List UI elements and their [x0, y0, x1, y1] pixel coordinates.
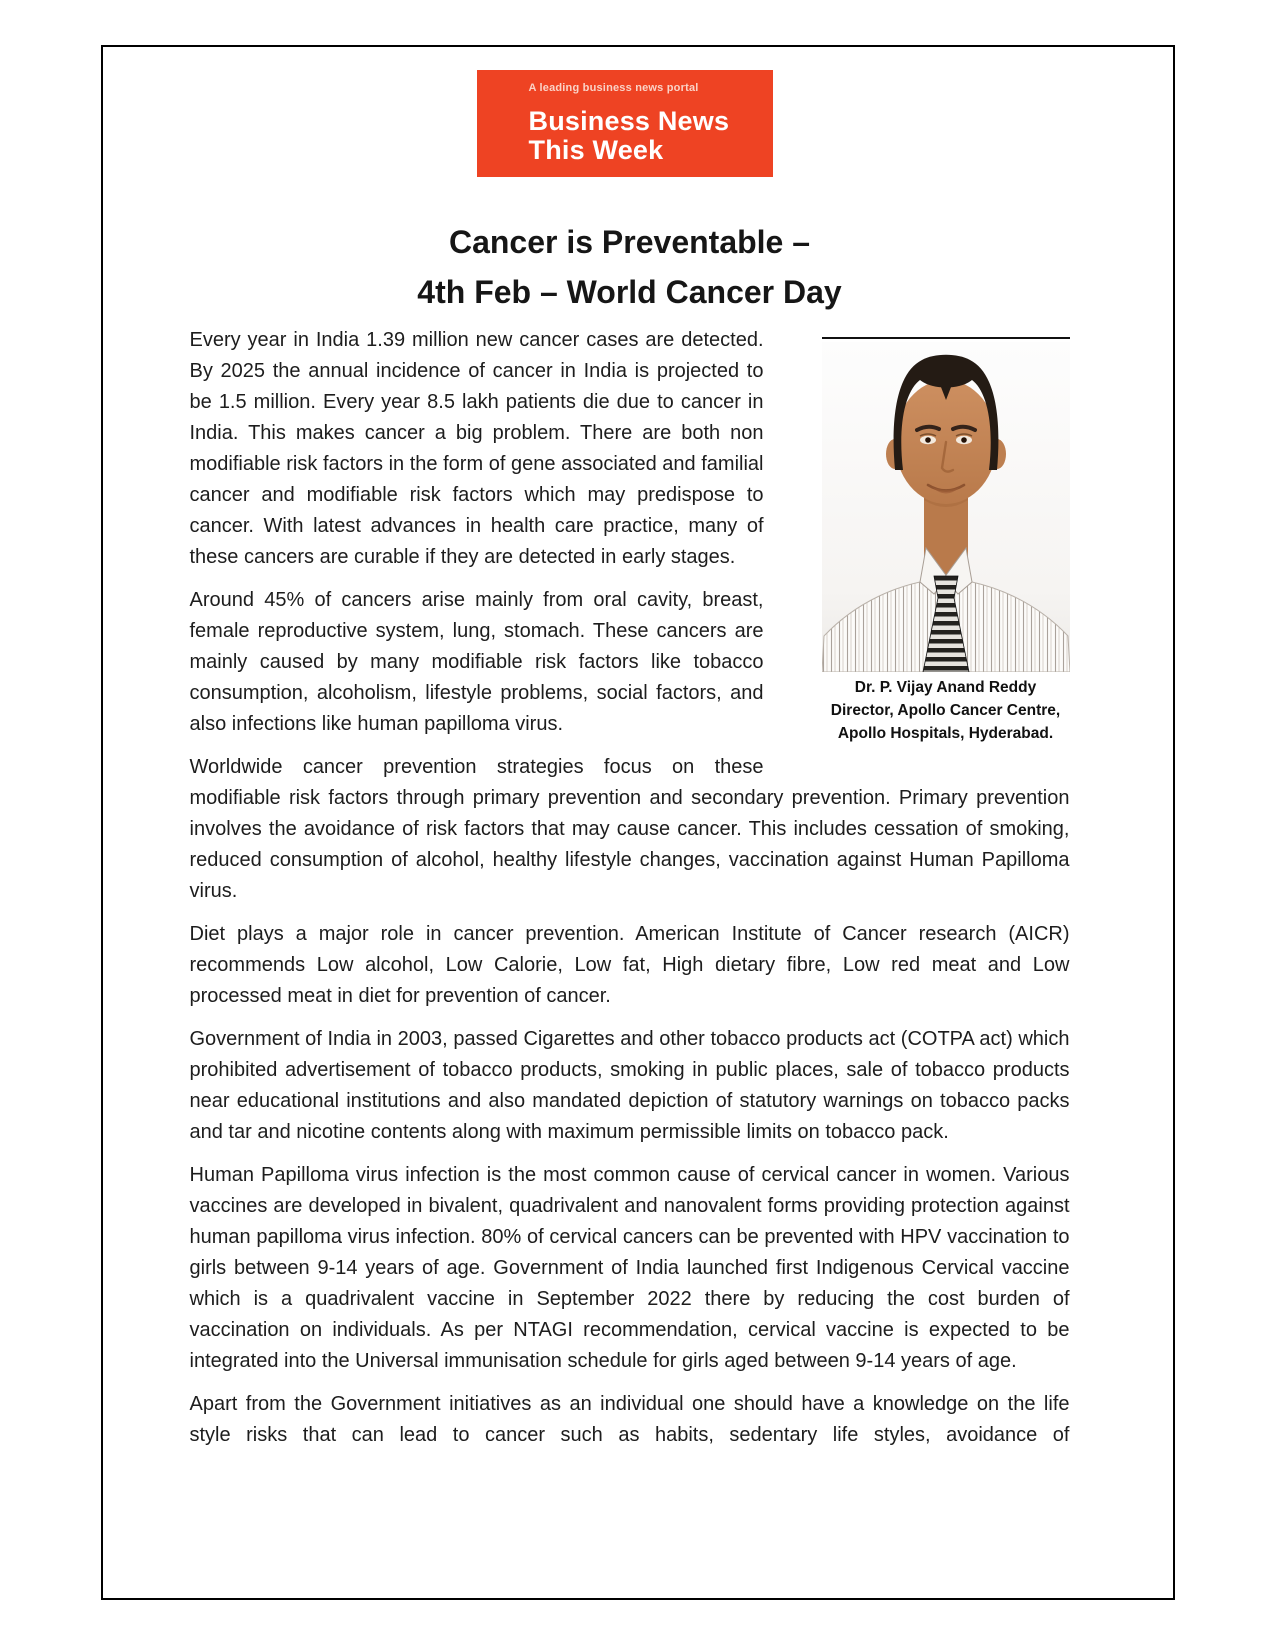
caption-line-2: Director, Apollo Cancer Centre,	[830, 702, 1061, 719]
logo-title-line-2: This Week	[528, 135, 664, 165]
caption-line-3: Apollo Hospitals, Hyderabad.	[837, 725, 1054, 742]
caption-line-1: Dr. P. Vijay Anand Reddy	[854, 679, 1037, 696]
paragraph-2: Around 45% of cancers arise mainly from oral cavity, breast, female reproductive system, lung, stomach. These cancers are mainly caused by many modifiable risk factors like tobacco consumption, alcoholism, lifestyle problems, social factors, and also infections like human papilloma virus.	[189, 589, 764, 735]
portrait-photo	[822, 342, 1070, 672]
article-body	[190, 325, 1070, 1451]
title-line-1: Cancer is Preventable –	[448, 224, 811, 260]
title-line-2: 4th Feb – World Cancer Day	[417, 274, 842, 310]
logo-tagline: A leading business news portal	[528, 82, 699, 94]
paragraph-4: Diet plays a major role in cancer prevention. American Institute of Cancer research (AICR) recommends Low alcohol, Low Calorie, Low fat, High dietary fibre, Low red meat and Low processed meat in diet for prevention of cancer.	[189, 923, 1070, 1007]
article-title	[190, 217, 1070, 317]
article	[190, 217, 1070, 1451]
paragraph-1: Every year in India 1.39 million new cancer cases are detected. By 2025 the annual incidence of cancer in India is projected to be 1.5 million. Every year 8.5 lakh patients die due to cancer in India. This makes cancer a big problem. There are both non modifiable risk factors in the form of gene associated and familial cancer and modifiable risk factors which may predispose to cancer. With latest advances in health care practice, many of these cancers are curable if they are detected in early stages.	[189, 329, 764, 568]
photo-top-rule	[822, 337, 1070, 339]
photo-inner	[822, 337, 1070, 745]
photo-block	[780, 337, 1070, 745]
photo-caption	[816, 676, 1076, 745]
document-page	[101, 45, 1175, 1600]
logo-banner	[477, 70, 773, 177]
paragraph-6: Human Papilloma virus infection is the most common cause of cervical cancer in women. Various vaccines are developed in bivalent, quadrivalent and nanovalent forms providing protection against human papilloma virus infection. 80% of cervical cancers can be prevented with HPV vaccination to girls between 9-14 years of age. Government of India launched first Indigenous Cervical vaccine which is a quadrivalent vaccine in September 2022 there by reducing the cost burden of vaccination on individuals. As per NTAGI recommendation, cervical vaccine is expected to be integrated into the Universal immunisation schedule for girls aged between 9-14 years of age.	[189, 1164, 1070, 1372]
logo-title	[529, 107, 773, 165]
logo-title-line-1: Business News	[528, 106, 730, 136]
paragraph-5: Government of India in 2003, passed Cigarettes and other tobacco products act (COTPA act) which prohibited advertisement of tobacco products, smoking in public places, sale of tobacco products near educational institutions and also mandated depiction of statutory warnings on tobacco packs and tar and nicotine contents along with maximum permissible limits on tobacco pack.	[189, 1028, 1070, 1143]
paragraph-7: Apart from the Government initiatives as an individual one should have a knowledge on the life style risks that can lead to cancer such as habits, sedentary life styles, avoidance of	[189, 1393, 1070, 1446]
paragraph-3: Worldwide cancer prevention strategies focus on these modifiable risk factors through primary prevention and secondary prevention. Primary prevention involves the avoidance of risk factors that may cause cancer. This includes cessation of smoking, reduced consumption of alcohol, healthy lifestyle changes, vaccination against Human Papilloma virus.	[189, 756, 1070, 902]
